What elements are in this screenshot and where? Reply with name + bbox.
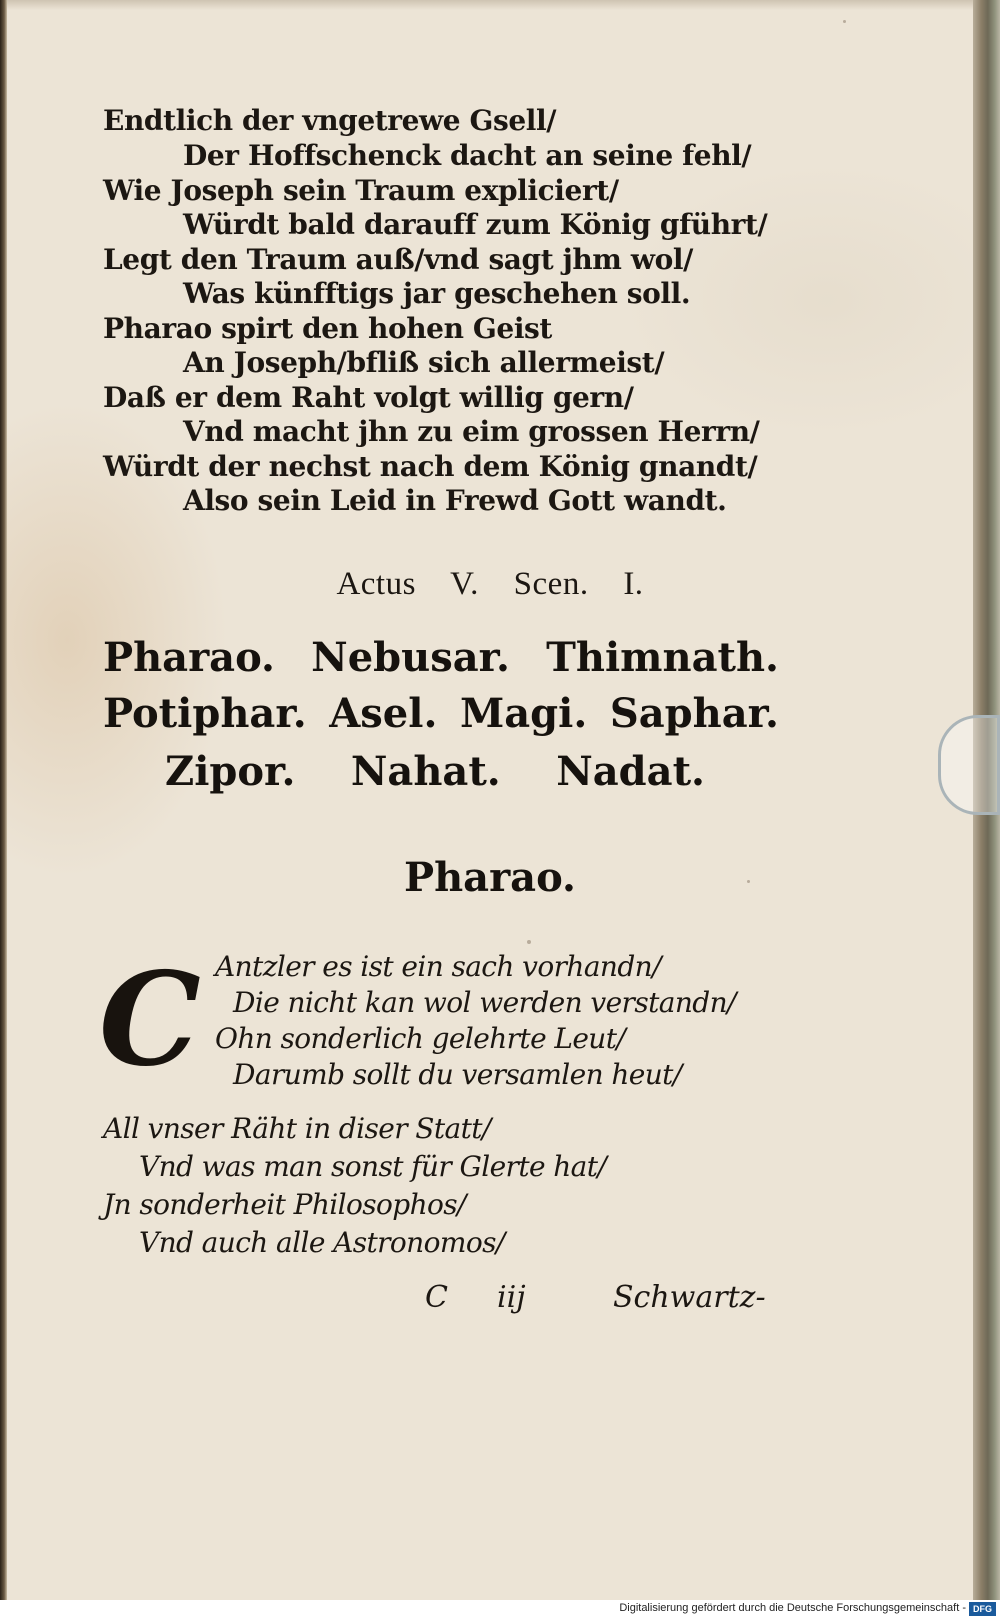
speaker-heading: Pharao.: [404, 854, 576, 901]
verse-line: Pharao spirt den hohen Geist: [103, 312, 552, 345]
page-shadow: [7, 0, 973, 10]
cast-name: Magi.: [459, 690, 588, 737]
paper-speck: [843, 20, 846, 23]
paper-speck: [747, 880, 750, 883]
cast-name: Nebusar.: [311, 634, 510, 681]
verse-line: Wie Joseph sein Traum expliciert/: [103, 174, 619, 207]
speech-line: All vnser Räht in diser Statt/: [103, 1112, 491, 1145]
cast-name: Nahat.: [350, 748, 501, 795]
act-heading: [7, 566, 973, 603]
cast-name: Thimnath.: [546, 634, 779, 681]
cast-name: Saphar.: [609, 690, 779, 737]
speech-line: Die nicht kan wol werden verstandn/: [233, 986, 736, 1019]
cast-list-line-1: [103, 634, 779, 681]
cast-name: Zipor.: [165, 748, 296, 795]
speech-line: Ohn sonderlich gelehrte Leut/: [215, 1022, 626, 1055]
paper-speck: [527, 940, 531, 944]
verse-line: Was künfftigs jar geschehen soll.: [183, 277, 691, 310]
speech-line: Darumb sollt du versamlen heut/: [233, 1058, 682, 1091]
book-binding-left: [0, 0, 7, 1600]
drop-cap-initial: C: [99, 945, 201, 1095]
verse-line: Daß er dem Raht volgt willig gern/: [103, 381, 634, 414]
cast-name: Asel.: [329, 690, 438, 737]
credit-text: Digitalisierung gefördert durch die Deutsche Forschungsgemeinschaft -: [619, 1602, 966, 1614]
verse-line: An Joseph/bfliß sich allermeist/: [183, 346, 665, 379]
cast-name: Pharao.: [103, 634, 275, 681]
verse-line: Vnd macht jhn zu eim grossen Herrn/: [183, 415, 760, 448]
cast-list-line-3: [165, 748, 705, 795]
credit-bar: [0, 1600, 1000, 1619]
speech-line: Vnd auch alle Astronomos/: [139, 1226, 505, 1259]
speech-line: Vnd was man sonst für Glerte hat/: [139, 1150, 607, 1183]
scene-number: Scen. I.: [513, 566, 644, 602]
book-clasp: [938, 715, 1000, 815]
verse-line: Also sein Leid in Frewd Gott wandt.: [183, 484, 727, 517]
book-page: [7, 0, 974, 1600]
speech-line: Antzler es ist ein sach vorhandn/: [215, 950, 661, 983]
cast-name: Potiphar.: [103, 690, 307, 737]
act-number: Actus V.: [336, 566, 479, 602]
cast-name: Nadat.: [556, 748, 705, 795]
verse-line: Würdt bald darauff zum König gführt/: [183, 208, 768, 241]
catchword: Schwartz-: [613, 1280, 766, 1315]
verse-line: Legt den Traum auß/vnd sagt jhm wol/: [103, 243, 693, 276]
verse-line: Der Hoffschenck dacht an seine fehl/: [183, 139, 752, 172]
signature-number: iij: [497, 1280, 526, 1315]
signature-letter: C: [425, 1280, 448, 1315]
dfg-logo-icon: DFG: [969, 1602, 996, 1616]
speech-line: Jn sonderheit Philosophos/: [103, 1188, 466, 1221]
cast-list-line-2: [103, 690, 779, 737]
verse-line: Würdt der nechst nach dem König gnandt/: [103, 450, 758, 483]
verse-line: Endtlich der vngetrewe Gsell/: [103, 104, 557, 137]
